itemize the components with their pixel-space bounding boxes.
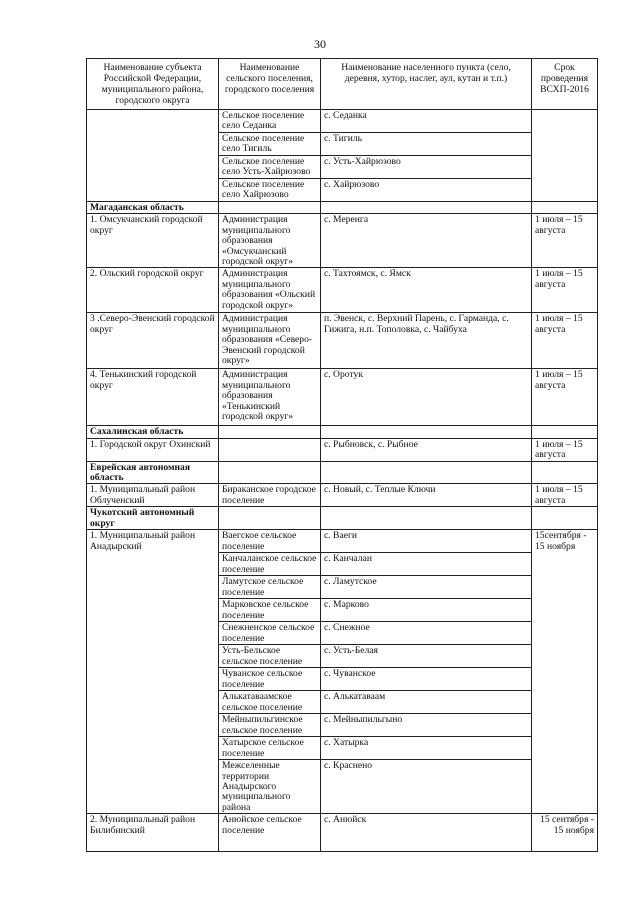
- table-cell: с. Седанка: [321, 110, 532, 133]
- table-cell: 2. Муниципальный район Билибинский: [87, 814, 219, 852]
- table-cell: [219, 507, 321, 530]
- table-cell: 3 .Северо-Эвенский городской округ: [87, 313, 219, 369]
- table-cell: Администрация муниципального образования «Тенькинский городской округ»: [219, 369, 321, 426]
- table-cell: с. Ламутское: [321, 576, 532, 599]
- table-cell: [219, 461, 321, 484]
- table-cell: с. Снежное: [321, 622, 532, 645]
- region-row: [87, 461, 598, 484]
- table-cell: Марковское сельское поселение: [219, 599, 321, 622]
- table-cell: Сельское поселение село Усть-Хайрюзово: [219, 156, 321, 179]
- table-cell: с. Тигиль: [321, 133, 532, 156]
- table-row: [87, 814, 598, 852]
- table-row: [87, 369, 598, 426]
- region-row: [87, 202, 598, 214]
- table-cell: Сельское поселение село Тигиль: [219, 133, 321, 156]
- table-cell: [321, 202, 532, 214]
- table-cell: Администрация муниципального образования «Омсукчанский городской округ»: [219, 214, 321, 268]
- table-header-row: [87, 59, 598, 110]
- table-cell: п. Эвенск, с. Верхний Парень, с. Гарманда, с. Гижига, н.п. Тополовка, с. Чайбуха: [321, 313, 532, 369]
- header-settlement-unit: Наименование сельского поселения, городского поселения: [219, 59, 321, 110]
- table-row: [87, 313, 598, 369]
- table-row: [87, 110, 598, 133]
- table-cell: с. Чуванское: [321, 668, 532, 691]
- table-cell: 2. Ольский городской округ: [87, 268, 219, 313]
- header-locality: Наименование населенного пункта (село, деревня, хутор, наслег, аул, кутан и т.п.): [321, 59, 532, 110]
- table-cell: [219, 202, 321, 214]
- table-cell: с. Меренга: [321, 214, 532, 268]
- table-cell: [532, 202, 598, 214]
- table-row: [87, 268, 598, 313]
- table-cell: Сельское поселение село Хайрюзово: [219, 179, 321, 202]
- table-row: [87, 484, 598, 507]
- table-cell: 15 сентября - 15 ноября: [532, 814, 598, 852]
- table-cell: Ваегское сельское поселение: [219, 530, 321, 553]
- table-cell: с. Хайрюзово: [321, 179, 532, 202]
- region-row: [87, 507, 598, 530]
- table-cell: Снежненское сельское поселение: [219, 622, 321, 645]
- table-cell: Усть-Бельское сельское поселение: [219, 645, 321, 668]
- region-row: [87, 426, 598, 438]
- table-cell: с. Усть-Белая: [321, 645, 532, 668]
- table-cell: [321, 426, 532, 438]
- table-cell: с. Анюйск: [321, 814, 532, 852]
- region-heading: Чукотский автономный округ: [87, 507, 219, 530]
- table-cell: Хатырское сельское поселение: [219, 737, 321, 760]
- table-cell: [532, 461, 598, 484]
- table-cell: с. Хатырка: [321, 737, 532, 760]
- table-cell: с. Мейныпильгыно: [321, 714, 532, 737]
- table-cell: 1 июля – 15 августа: [532, 484, 598, 507]
- table-cell: 1 июля – 15 августа: [532, 214, 598, 268]
- table-cell: [219, 426, 321, 438]
- region-heading: Сахалинская область: [87, 426, 219, 438]
- table-cell: 1. Городской округ Охинский: [87, 438, 219, 461]
- table-cell: с. Марково: [321, 599, 532, 622]
- table-cell: [532, 507, 598, 530]
- header-period: Срок проведения ВСХП-2016: [532, 59, 598, 110]
- table-cell: [219, 438, 321, 461]
- table-row: [87, 530, 598, 553]
- table-cell: Анюйское сельское поселение: [219, 814, 321, 852]
- table-cell: [532, 110, 598, 202]
- table-cell: Мейныпильгинское сельское поселение: [219, 714, 321, 737]
- table-cell: 4. Тенькинский городской округ: [87, 369, 219, 426]
- table-row: [87, 214, 598, 268]
- table-cell: 1. Омсукчанский городской округ: [87, 214, 219, 268]
- table-cell: Администрация муниципального образования «Ольский городской округ»: [219, 268, 321, 313]
- table-cell: Алькатаваамское сельское поселение: [219, 691, 321, 714]
- table-cell: Бираканское городское поселение: [219, 484, 321, 507]
- page-number: 30: [314, 37, 326, 51]
- table-cell: с. Канчалан: [321, 553, 532, 576]
- table-row: [87, 438, 598, 461]
- table-cell: с. Тахтоямск, с. Ямск: [321, 268, 532, 313]
- table-cell: с. Усть-Хайрюзово: [321, 156, 532, 179]
- region-heading: Магаданская область: [87, 202, 219, 214]
- table-cell: с. Новый, с. Теплые Ключи: [321, 484, 532, 507]
- table-cell: Сельское поселение село Седанка: [219, 110, 321, 133]
- table-cell: 1 июля – 15 августа: [532, 369, 598, 426]
- table-cell: с. Оротук: [321, 369, 532, 426]
- table-cell: [532, 426, 598, 438]
- table-cell: 1 июля – 15 августа: [532, 438, 598, 461]
- table-cell: Чуванское сельское поселение: [219, 668, 321, 691]
- table-cell: Межселенные территории Анадырского муниципального района: [219, 760, 321, 814]
- table-cell: с. Рыбновск, с. Рыбное: [321, 438, 532, 461]
- region-heading: Еврейская автономная область: [87, 461, 219, 484]
- settlements-table: [86, 58, 598, 852]
- table-cell: с. Краснено: [321, 760, 532, 814]
- table-cell: 1. Муниципальный район Облученский: [87, 484, 219, 507]
- table-cell: 1. Муниципальный район Анадырский: [87, 530, 219, 814]
- table-cell: 1 июля – 15 августа: [532, 313, 598, 369]
- table-cell: 1 июля – 15 августа: [532, 268, 598, 313]
- table-cell: с. Алькатаваам: [321, 691, 532, 714]
- table-cell: [321, 507, 532, 530]
- table-cell: с. Ваеги: [321, 530, 532, 553]
- table-cell: 15сентября - 15 ноября: [532, 530, 598, 814]
- header-subject: Наименование субъекта Российской Федерации, муниципального района, городского округа: [87, 59, 219, 110]
- table-cell: Канчаланское сельское поселение: [219, 553, 321, 576]
- table-cell: Администрация муниципального образования «Северо-Эвенский городской округ»: [219, 313, 321, 369]
- table-cell: [321, 461, 532, 484]
- table-cell: [87, 110, 219, 202]
- table-cell: Ламутское сельское поселение: [219, 576, 321, 599]
